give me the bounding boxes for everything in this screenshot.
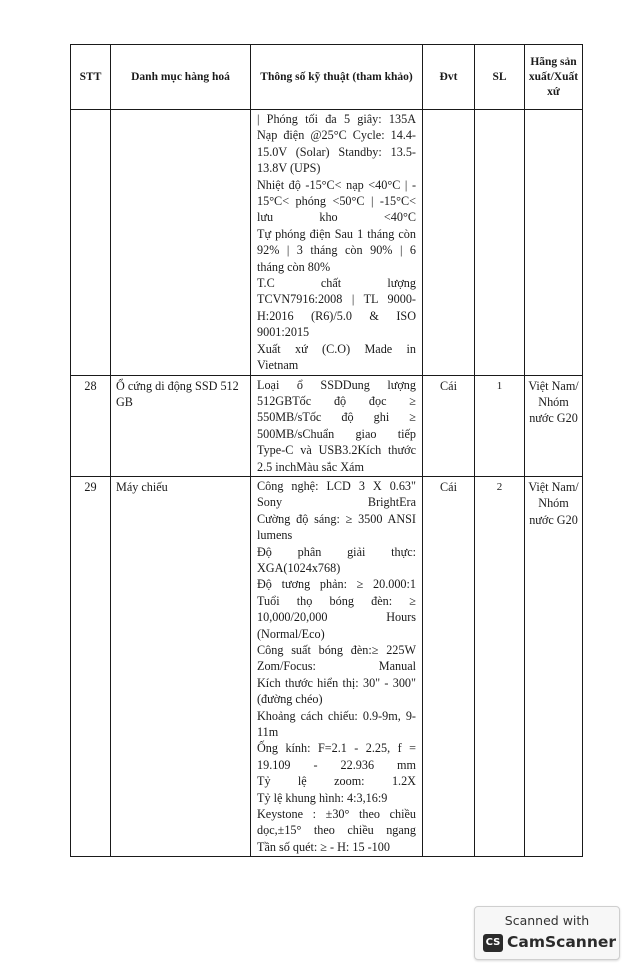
watermark-brand: CamScanner	[507, 933, 617, 951]
spec-line: Zom/Focus: Manual	[257, 659, 416, 674]
spec-line: 500MB/sChuẩn giao tiếp	[257, 426, 416, 441]
header-quantity: SL	[475, 45, 525, 110]
spec-line: 15°C< phóng <50°C | -15°C<	[257, 194, 416, 209]
spec-line: T.C chất lượng	[257, 276, 416, 291]
cell-stt	[71, 110, 111, 376]
cell-item-name: Ổ cứng di động SSD 512 GB	[111, 375, 251, 476]
spec-line: 10,000/20,000 Hours	[257, 610, 416, 625]
cell-manufacturer-origin	[525, 110, 583, 376]
cell-manufacturer-origin: Việt Nam/ Nhóm nước G20	[525, 476, 583, 856]
spec-line: Tuổi thọ bóng đèn: ≥	[257, 593, 416, 608]
table-row	[71, 110, 583, 376]
table-header-row	[71, 45, 583, 110]
spec-line: lưu kho <40°C	[257, 210, 416, 225]
table-row	[71, 476, 583, 856]
header-unit: Đvt	[423, 45, 475, 110]
spec-line: Nhiệt độ -15°C< nạp <40°C | -	[257, 177, 416, 192]
spec-line: Ống kính: F=2.1 - 2.25, f =	[257, 741, 416, 756]
cell-unit: Cái	[423, 476, 475, 856]
table-row	[71, 375, 583, 476]
cell-manufacturer-origin: Việt Nam/ Nhóm nước G20	[525, 375, 583, 476]
spec-line: 92% | 3 tháng còn 90% | 6	[257, 243, 416, 258]
cell-item-name	[111, 110, 251, 376]
spec-line: Type-C và USB3.2Kích thước	[257, 443, 416, 458]
spec-line: Tỷ lệ khung hình: 4:3,16:9	[257, 790, 388, 805]
header-item-name: Danh mục hàng hoá	[111, 45, 251, 110]
spec-line: XGA(1024x768)	[257, 560, 341, 575]
spec-line: | Phóng tối đa 5 giây: 135A	[257, 112, 416, 126]
spec-line: Tần số quét: ≥ - H: 15 -100	[257, 839, 390, 854]
watermark-scanned-with: Scanned with	[504, 913, 590, 928]
cell-quantity: 1	[475, 375, 525, 476]
camscanner-logo-icon: CS	[483, 934, 503, 952]
cell-specification	[251, 110, 423, 376]
header-stt: STT	[71, 45, 111, 110]
cell-quantity: 2	[475, 476, 525, 856]
spec-line: tháng còn 80%	[257, 259, 331, 274]
spec-line: 19.109 - 22.936 mm	[257, 757, 416, 772]
spec-line: Nạp điện @25°C Cycle: 14.4-	[257, 128, 416, 143]
cell-unit: Cái	[423, 375, 475, 476]
spec-line: Keystone : ±30° theo chiều	[257, 807, 416, 822]
header-manufacturer-origin: Hãng sản xuất/Xuất xứ	[525, 45, 583, 110]
cell-unit	[423, 110, 475, 376]
spec-line: (đường chéo)	[257, 692, 323, 707]
spec-line: Xuất xứ (C.O) Made in	[257, 341, 416, 356]
spec-line: 550MB/sTốc độ ghi ≥	[257, 410, 416, 425]
spec-line: 9001:2015	[257, 325, 310, 340]
cell-stt: 29	[71, 476, 111, 856]
spec-line: Tỷ lệ zoom: 1.2X	[257, 774, 416, 789]
spec-line: Kích thước hiển thị: 30" - 300"	[257, 675, 416, 690]
spec-line: Độ tương phản: ≥ 20.000:1	[257, 577, 416, 592]
spec-line: (Normal/Eco)	[257, 626, 325, 641]
cell-stt: 28	[71, 375, 111, 476]
spec-line: Loại ổ SSDDung lượng	[257, 377, 416, 392]
spec-line: Độ phân giải thực:	[257, 544, 416, 559]
spec-line: lumens	[257, 528, 293, 543]
spec-line: 13.8V (UPS)	[257, 161, 321, 176]
spec-line: 512GBTốc độ đọc ≥	[257, 393, 416, 408]
spec-line: 2.5 inchMàu sắc Xám	[257, 459, 364, 474]
header-specification: Thông số kỹ thuật (tham khảo)	[251, 45, 423, 110]
goods-spec-table	[70, 44, 583, 857]
camscanner-watermark	[474, 906, 620, 960]
spec-line: Công suất bóng đèn:≥ 225W	[257, 643, 416, 657]
spec-line: Sony BrightEra	[257, 495, 416, 510]
cell-specification	[251, 375, 423, 476]
spec-line: TCVN7916:2008 | TL 9000-	[257, 292, 416, 307]
spec-line: 15.0V (Solar) Standby: 13.5-	[257, 144, 416, 159]
cell-specification	[251, 476, 423, 856]
spec-line: Công nghệ: LCD 3 X 0.63"	[257, 478, 416, 493]
cell-item-name: Máy chiếu	[111, 476, 251, 856]
spec-line: Vietnam	[257, 358, 299, 373]
spec-line: 11m	[257, 725, 279, 740]
spec-line: H:2016 (R6)/5.0 & ISO	[257, 308, 416, 323]
spec-line: Tự phóng điện Sau 1 tháng còn	[257, 226, 416, 241]
cell-quantity	[475, 110, 525, 376]
spec-line: Cường độ sáng: ≥ 3500 ANSI	[257, 511, 416, 526]
spec-line: Khoảng cách chiếu: 0.9-9m, 9-	[257, 708, 416, 723]
spec-line: dọc,±15° theo chiều ngang	[257, 823, 416, 838]
